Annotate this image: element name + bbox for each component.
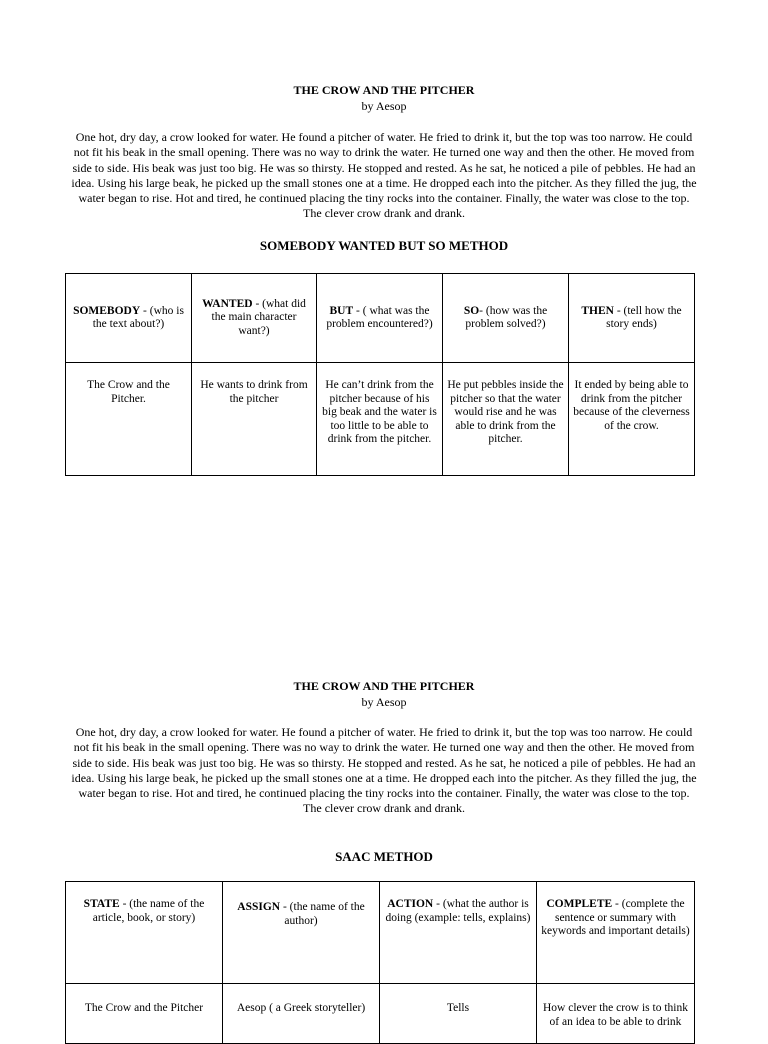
cell-somebody: The Crow and the Pitcher. bbox=[66, 363, 192, 476]
story-text-2: One hot, dry day, a crow looked for water. He found a pitcher of water. He fried to drink it, but the top was too narrow. He could not fit his beak in the small opening. There was no way to drink the water. He turned one way and then the other. He moved from side to side. His beak was just too big. He was so thirsty. He stopped and rested. As he sat, he noticed a pile of pebbles. He had an idea. Using his large beak, he picked up the small stones one at a time. He dropped each into the pitcher. As they filled the jug, the water began to rise. Hot and tired, he continued placing the tiny rocks into the container. Finally, the water was close to the top. The clever crow drank and drank. bbox=[71, 725, 697, 816]
table-row bbox=[66, 363, 695, 476]
cell-so: He put pebbles inside the pitcher so that the water would rise and he was able to drink from the pitcher. bbox=[443, 363, 569, 476]
method-heading: SOMEBODY WANTED BUT SO METHOD bbox=[259, 238, 509, 253]
table-header-row bbox=[66, 274, 695, 363]
table-row bbox=[66, 984, 695, 1044]
header-assign: ASSIGN - (the name of the author) bbox=[223, 882, 380, 984]
header-complete: COMPLETE - (complete the sentence or summary with keywords and important details) bbox=[537, 882, 695, 984]
story-byline-2: by Aesop bbox=[361, 695, 407, 709]
story-byline: by Aesop bbox=[361, 99, 407, 113]
story-title: THE CROW AND THE PITCHER bbox=[293, 83, 475, 97]
cell-state: The Crow and the Pitcher bbox=[66, 984, 223, 1044]
header-then: THEN - (tell how the story ends) bbox=[569, 274, 695, 363]
cell-but: He can’t drink from the pitcher because of his big beak and the water is too little to be able to drink from the pitcher. bbox=[317, 363, 443, 476]
header-action: ACTION - (what the author is doing (example: tells, explains) bbox=[380, 882, 537, 984]
header-wanted: WANTED - (what did the main character want?) bbox=[192, 274, 317, 363]
story-title-2: THE CROW AND THE PITCHER bbox=[293, 679, 475, 693]
saac-table bbox=[65, 881, 695, 1044]
header-so: SO- (how was the problem solved?) bbox=[443, 274, 569, 363]
cell-then: It ended by being able to drink from the pitcher because of the cleverness of the crow. bbox=[569, 363, 695, 476]
cell-wanted: He wants to drink from the pitcher bbox=[192, 363, 317, 476]
table-header-row bbox=[66, 882, 695, 984]
method-heading-2: SAAC METHOD bbox=[335, 849, 433, 864]
story-text: One hot, dry day, a crow looked for water. He found a pitcher of water. He fried to drink it, but the top was too narrow. He could not fit his beak in the small opening. There was no way to drink the water. He turned one way and then the other. He moved from side to side. His beak was just too big. He was so thirsty. He stopped and rested. As he sat, he noticed a pile of pebbles. He had an idea. Using his large beak, he picked up the small stones one at a time. He dropped each into the pitcher. As they filled the jug, the water began to rise. Hot and tired, he continued placing the tiny rocks into the container. Finally, the water was close to the top. The clever crow drank and drank. bbox=[71, 130, 697, 221]
swbs-table bbox=[65, 273, 695, 476]
header-but: BUT - ( what was the problem encountered?) bbox=[317, 274, 443, 363]
cell-assign: Aesop ( a Greek storyteller) bbox=[223, 984, 380, 1044]
cell-complete: How clever the crow is to think of an idea to be able to drink bbox=[537, 984, 695, 1044]
cell-action: Tells bbox=[380, 984, 537, 1044]
header-somebody: SOMEBODY - (who is the text about?) bbox=[66, 274, 192, 363]
header-state: STATE - (the name of the article, book, or story) bbox=[66, 882, 223, 984]
